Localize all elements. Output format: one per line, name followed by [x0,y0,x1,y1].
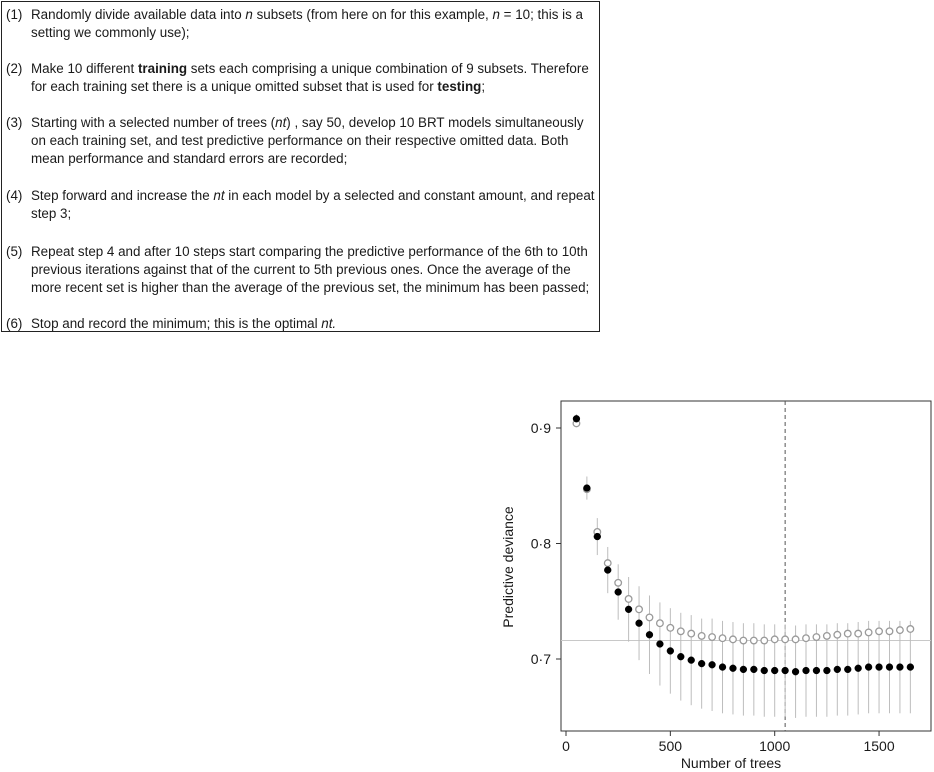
testing-point [573,415,580,422]
testing-point [823,667,830,674]
training-point [751,637,758,644]
training-point [698,633,705,640]
training-point [719,635,726,642]
testing-point [803,667,810,674]
testing-point [782,667,789,674]
training-point [897,627,904,634]
x-tick-label: 1500 [863,738,895,754]
testing-point [761,667,768,674]
testing-point [730,665,737,672]
training-point [907,626,914,633]
training-point [803,635,810,642]
y-axis-label: Predictive deviance [500,506,516,628]
testing-point [750,666,757,673]
training-point [824,633,831,640]
step-number: (2) [6,61,23,76]
training-point [646,614,653,621]
step-number: (6) [6,316,23,331]
text-run: Starting with a selected number of trees ( [31,115,276,130]
testing-point [688,657,695,664]
text-run: = 10; this is a setting we commonly use); [31,7,583,40]
testing-point [813,667,820,674]
plot-marks [531,401,931,754]
testing-point [625,606,632,613]
testing-point [646,631,653,638]
step-number: (4) [6,188,23,203]
text-run: ; [481,79,486,94]
text-run: Stop and record the minimum; this is the optimal [31,316,322,331]
testing-point [677,653,684,660]
y-tick-label: 0·7 [530,651,551,667]
text-run: in each model by a selected and constant amount, and repeat step 3; [31,188,595,221]
training-point [782,636,789,643]
testing-point [740,666,747,673]
testing-point [897,664,904,671]
training-point [636,606,643,613]
testing-point [886,664,893,671]
step-number: (5) [6,244,23,259]
training-point [604,560,611,567]
testing-point [709,661,716,668]
italic-term: n [492,7,500,22]
training-point [615,579,622,586]
testing-point [667,648,674,655]
testing-point [844,666,851,673]
training-point [792,636,799,643]
training-point [657,620,664,627]
italic-term: nt [213,188,225,203]
testing-point [657,641,664,648]
step-number: (3) [6,115,23,130]
x-tick-label: 1000 [759,738,791,754]
testing-point [636,620,643,627]
testing-point [698,660,705,667]
training-point [834,631,841,638]
bold-term: testing [437,79,482,94]
testing-point [615,589,622,596]
italic-term: nt. [321,316,337,331]
step-number: (1) [6,7,23,22]
bold-term: training [137,61,188,76]
training-point [855,630,862,637]
text-run: Repeat step 4 and after 10 steps start comparing the predictive performance of the 6th to 10th previous iterations against that of the current to 5th previous ones. Once the average of the more recent set is higher than the average of the previous set, the minimum has been passed; [31,244,590,295]
testing-point [583,485,590,492]
training-point [688,630,695,637]
testing-point [865,664,872,671]
testing-point [855,665,862,672]
text-run: Randomly divide available data into [31,7,246,22]
x-tick-label: 0 [562,738,570,754]
training-point [709,634,716,641]
training-point [677,628,684,635]
testing-point [594,533,601,540]
training-point [865,629,872,636]
x-axis-label: Number of trees [680,755,782,771]
training-point [740,637,747,644]
training-point [813,634,820,641]
training-point [844,630,851,637]
text-run: ) , say 50, develop 10 BRT models simultaneously on each training set, and test predictive performance on their respective omitted data. Both mean performance and standard errors are recorded; [31,115,584,166]
italic-term: nt [275,115,287,130]
testing-point [876,664,883,671]
x-tick-label: 500 [658,738,683,754]
training-point [730,636,737,643]
text-run: Step forward and increase the [31,188,214,203]
training-point [876,628,883,635]
testing-point [792,668,799,675]
text-run: subsets (from here on for this example, [252,7,493,22]
text-run: sets each comprising a unique combination of 9 subsets. Therefore for each training set there is a unique omitted subset that is used for [31,61,589,94]
plot-frame [561,401,931,731]
italic-term: n [245,7,253,22]
text-run: Make 10 different [31,61,138,76]
training-point [761,637,768,644]
testing-point [834,666,841,673]
training-point [667,625,674,632]
training-point [625,596,632,603]
testing-point [907,664,914,671]
training-point [886,628,893,635]
training-point [771,636,778,643]
testing-point [604,567,611,574]
testing-point [719,664,726,671]
testing-point [771,667,778,674]
y-tick-label: 0·9 [530,420,551,436]
y-tick-label: 0·8 [530,535,551,552]
